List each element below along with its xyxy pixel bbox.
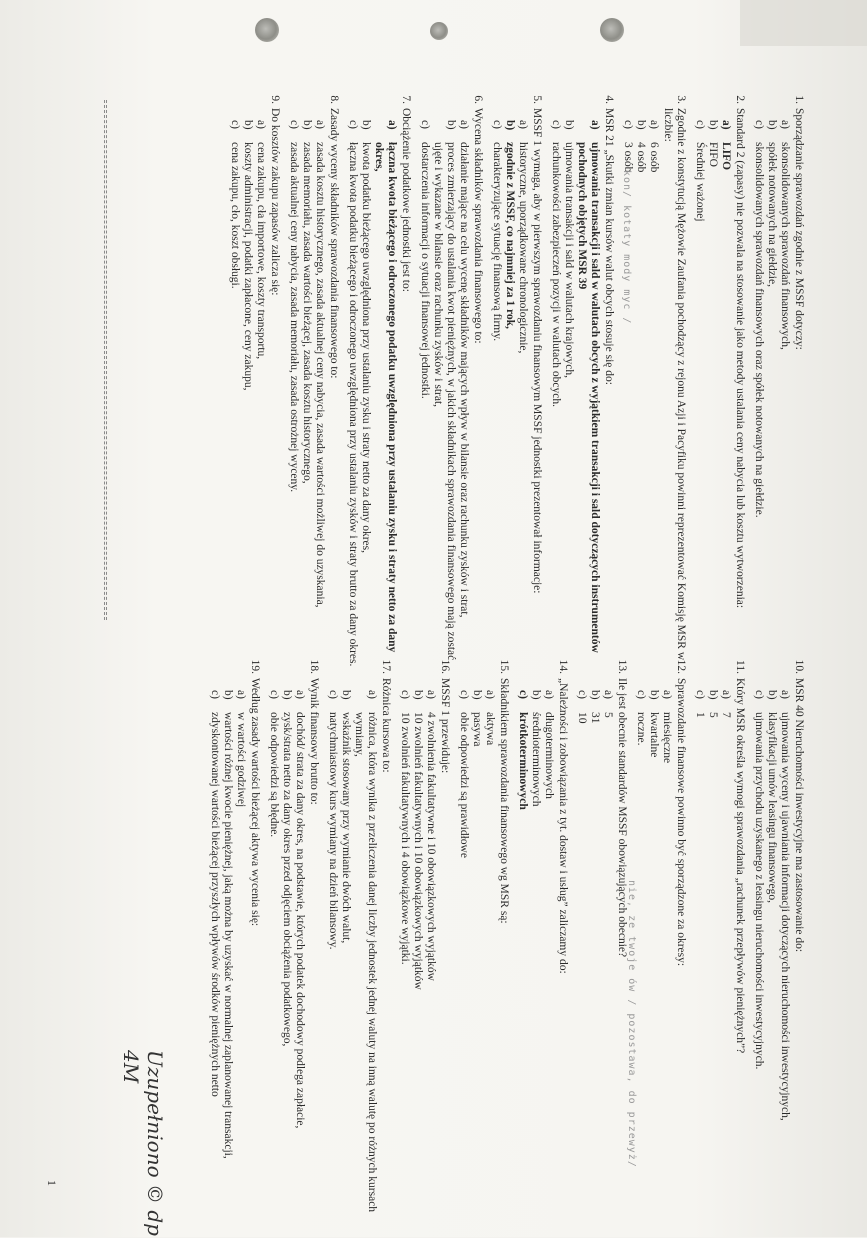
option-letter: b) <box>360 120 372 130</box>
option-letter: c) <box>209 690 221 699</box>
question <box>549 95 615 668</box>
question <box>516 659 569 1238</box>
question-number: 5. <box>531 95 543 104</box>
question-text: MSR 21 „Skutki zmian kursów walut obcych stosuje się do: <box>603 108 615 385</box>
answer-option <box>457 690 470 1238</box>
option-text: różnica, która wynika z przeliczenia danej liczby jednostek jednej waluty na inną walutę po różnych kursach wymiany, <box>353 712 378 1213</box>
option-letter: c) <box>327 690 339 699</box>
answer-options <box>418 120 470 668</box>
option-letter: b) <box>471 690 483 700</box>
option-letter: c) <box>458 690 470 699</box>
answer-option <box>411 690 424 1238</box>
question <box>575 659 628 1238</box>
answer-option <box>372 120 398 668</box>
option-text: obie odpowiedzi są błędne. <box>268 712 280 838</box>
option-text: pasywa <box>471 712 483 747</box>
option-letter: a) <box>255 120 267 129</box>
answer-option <box>326 690 339 1238</box>
answer-options <box>457 690 496 1238</box>
option-text: 5 <box>707 712 719 718</box>
option-text: kwartalne <box>648 712 660 758</box>
option-letter: b) <box>766 690 778 700</box>
option-text: zasada memoriału, zasada wartości bieżącej, zasada kosztu historycznego, <box>301 142 313 484</box>
answer-option <box>313 120 326 668</box>
option-text: ujmowania transakcji i sald w walutach obcych z wyjątkiem transakcji i sald dotyczących instrumentów pochodnych objętych MSR 39 <box>576 142 601 653</box>
option-letter: b) <box>504 120 516 131</box>
option-text: zasada aktualnej ceny nabycia, zasada memoriału, zasada ostrożnej wyceny. <box>288 142 300 493</box>
questions-column-right <box>202 659 805 1238</box>
tear-line <box>106 100 107 620</box>
option-text: dostarczenia informacji o sytuacji finansowej jednostki. <box>419 142 431 399</box>
option-letter: c) <box>576 690 588 699</box>
answer-option <box>424 690 437 1238</box>
option-text: 5 <box>602 712 614 718</box>
question-text: Wynik finansowy brutto to: <box>308 678 320 805</box>
option-letter: a) <box>543 690 555 699</box>
option-text: krótkoterminowych <box>517 712 529 810</box>
option-letter: b) <box>635 120 647 130</box>
option-letter: b) <box>445 120 457 130</box>
answer-option <box>208 690 221 1238</box>
question-text: Według zasady wartości bieżącej aktywa wycenia się: <box>249 678 261 927</box>
option-letter: c) <box>694 690 706 699</box>
question-text: MSSF 1 przewiduje: <box>439 678 451 774</box>
option-text: ujmowania wyceny i ujawniania informacji dotyczących nieruchomości inwestycyjnych, <box>779 712 791 1121</box>
option-letter: c) <box>753 120 765 129</box>
option-text: łączna kwota bieżącego i odroczonego podatku uwzględniona przy ustalaniu zysku i straty netto za dany okres, <box>373 142 398 653</box>
answer-option <box>516 690 529 1238</box>
option-text: zdyskontowanej wartości bieżącej przyszłych wpływów środków pieniężnych netto <box>209 712 221 1097</box>
answer-option <box>634 120 647 668</box>
option-letter: a) <box>517 120 529 129</box>
answer-option <box>300 120 313 668</box>
option-letter: a) <box>294 690 306 699</box>
option-letter: a) <box>720 690 732 699</box>
option-letter: b) <box>530 690 542 700</box>
answer-option <box>752 690 765 1238</box>
option-letter: b) <box>242 120 254 130</box>
question-number: 9. <box>269 95 281 104</box>
option-letter: c) <box>229 120 241 129</box>
answer-option <box>470 690 483 1238</box>
answer-options <box>228 120 267 668</box>
option-letter: c) <box>419 120 431 129</box>
option-letter: b) <box>412 690 424 700</box>
option-text: 31 <box>589 712 601 724</box>
answer-option <box>601 690 614 1238</box>
option-letter: a) <box>602 690 614 699</box>
answer-option <box>221 690 234 1238</box>
faint-overlay-text: kon/ kotaty mody myc / <box>621 170 632 325</box>
option-letter: c) <box>399 690 411 699</box>
option-letter: c) <box>694 120 706 129</box>
answer-option <box>280 690 293 1238</box>
answer-option <box>418 120 431 668</box>
option-text: FIFO <box>707 142 719 167</box>
option-letter: c) <box>268 690 280 699</box>
option-text: 1 <box>694 712 706 718</box>
option-text: dochód/ strata za dany okres, na podstawie, których podatek dochodowy podlega zapłacie, <box>294 712 306 1129</box>
option-text: 6 osób <box>648 142 660 173</box>
option-letter: a) <box>779 690 791 699</box>
answer-option <box>352 690 378 1238</box>
answer-option <box>660 690 673 1238</box>
option-letter: a) <box>314 120 326 129</box>
answer-option <box>431 120 457 668</box>
question-text: „Należności i zobowiązania z tyt. dostaw i usług” zaliczamy do: <box>557 678 569 974</box>
option-text: aktywa <box>484 712 496 746</box>
answer-option <box>483 690 496 1238</box>
answer-option <box>575 690 588 1238</box>
option-text: średnioterminowych <box>530 712 542 807</box>
option-letter: c) <box>517 690 529 699</box>
answer-options <box>398 690 437 1238</box>
questions-column-left <box>222 95 805 668</box>
question-text: Ile jest obecnie standardów MSSF obowiązujących obecnie? <box>616 678 628 958</box>
answer-options <box>346 120 398 668</box>
answer-option <box>693 120 706 668</box>
question-number: 11. <box>734 660 746 674</box>
question-text: Różnica kursowa to: <box>380 678 392 773</box>
option-text: 10 zwolnień fakultatywnych i 4 obowiązkowe wyjątki. <box>399 712 411 965</box>
option-letter: a) <box>648 120 660 129</box>
question-number: 3. <box>675 95 687 104</box>
answer-option <box>241 120 254 668</box>
question-number: 13. <box>616 659 628 674</box>
option-letter: a) <box>386 120 398 130</box>
option-letter: a) <box>425 690 437 699</box>
option-text: obie odpowiedzi są prawidłowe <box>458 712 470 858</box>
question-number: 14. <box>557 659 569 674</box>
question-number: 12. <box>675 659 687 674</box>
question <box>287 95 340 668</box>
question-text: MSR 40 Nieruchomości inwestycyjne ma zastosowanie do: <box>793 678 805 953</box>
page-number: 1 <box>45 1180 59 1186</box>
question <box>693 95 746 668</box>
answer-option <box>234 690 247 1238</box>
answer-options <box>752 690 791 1238</box>
answer-option <box>359 120 372 668</box>
question <box>457 659 510 1238</box>
option-text: natychmiastowy kurs wymiany na dzień bilansowy. <box>327 712 339 950</box>
option-letter: b) <box>281 690 293 700</box>
option-text: charakteryzujące sytuację finansową firmy. <box>491 142 503 342</box>
option-text: długoterminowych <box>543 712 555 799</box>
option-letter: c) <box>622 120 634 129</box>
option-text: skonsolidowanych sprawozdań finansowych, <box>779 142 791 350</box>
option-text: 4 osób <box>635 142 647 173</box>
option-text: miesięczne <box>661 712 673 764</box>
question-number: 16. <box>439 659 451 674</box>
option-text: rachunkowości zabezpieczeń pozycji w walutach obcych. <box>550 142 562 408</box>
option-text: zgodnie z MSSF, co najmniej za 1 rok, <box>504 142 516 329</box>
option-text: skonsolidowanych sprawozdań finansowych oraz spółek notowanych na giełdzie. <box>753 142 765 518</box>
answer-option <box>765 120 778 668</box>
question <box>398 659 451 1238</box>
question-number: 6. <box>472 95 484 104</box>
question-text: Zasady wyceny składników sprawozdania finansowego to: <box>328 108 340 379</box>
option-text: wskaźnik stosowany przy wymianie dwóch walut, <box>340 712 352 944</box>
handwritten-note: Uzupełniono © dp 4M <box>119 1050 167 1236</box>
option-letter: a) <box>589 120 601 130</box>
option-text: Średniej ważonej <box>694 142 706 222</box>
option-text: łączna kwota podatku bieżącego i odroczonego uwzględniona przy ustalaniu zysków i straty brutto za dany okres. <box>347 142 359 667</box>
option-letter: c) <box>347 120 359 129</box>
answer-option <box>778 120 791 668</box>
question-text: Zgodnie z konstytucją Mężowie Zaufania pochodzący z rejonu Azji i Pacyfiku powinni reprezentować Komisję MSR w liczbie: <box>662 108 687 661</box>
option-text: cena zakupu, cła importowe, koszty transportu, <box>255 142 267 360</box>
option-letter: c) <box>635 690 647 699</box>
answer-options <box>693 690 732 1238</box>
option-text: 4 zwolnienia fakultatywne i 10 obowiązkowych wyjątków <box>425 712 437 981</box>
answer-options <box>634 690 673 1238</box>
question-text: Wycena składników sprawozdania finansowego to: <box>472 108 484 344</box>
option-letter: b) <box>340 690 352 700</box>
answer-option <box>647 120 660 668</box>
option-text: 7 <box>720 712 732 718</box>
option-text: 3 osób <box>622 142 634 173</box>
answer-option <box>647 690 660 1238</box>
question-text: Który MSR określa wymogi sprawozdania „rachunek przepływów pieniężnych”? <box>734 678 746 1054</box>
option-letter: a) <box>484 690 496 699</box>
option-letter: c) <box>753 690 765 699</box>
question-text: Składnikiem sprawozdania finansowego wg MSR są: <box>498 678 510 924</box>
answer-options <box>326 690 378 1238</box>
option-letter: a) <box>720 120 732 130</box>
question-number: 18. <box>308 659 320 674</box>
option-text: koszty administracji, podatki zapłacone, ceny zakupu, <box>242 142 254 391</box>
answer-options <box>490 120 529 668</box>
option-letter: b) <box>563 120 575 130</box>
answer-options <box>549 120 601 668</box>
question <box>752 95 805 668</box>
option-text: cena zakupu, cło, koszt obsługi. <box>229 142 241 289</box>
question-text: Do kosztów zakupu zapasów zalicza się: <box>269 108 281 296</box>
question-text: Standard 2 (zapasy) nie pozwala na stosowanie jako metody ustalania ceny nabycia lub kosztu wytworzenia: <box>734 108 746 609</box>
option-text: działanie mające na celu wycenę składników mających wpływ w bilansie oraz rachunku zysków i strat, <box>458 142 470 618</box>
option-text: kwota podatku bieżącego uwzględniona przy ustalaniu zysku i straty netto za dany okres, <box>360 142 372 553</box>
answer-option <box>588 690 601 1238</box>
option-letter: b) <box>766 120 778 130</box>
option-letter: a) <box>779 120 791 129</box>
option-text: 10 <box>576 712 588 724</box>
option-text: proces zmierzający do ustalania kwot pieniężnych, w jakich składnikach sprawozdania finansowego mają zostać ujęte i wykazane w bilansie oraz rachunku zysków i strat, <box>432 142 457 661</box>
question <box>752 659 805 1238</box>
option-letter: b) <box>222 690 234 700</box>
answer-option <box>398 690 411 1238</box>
question-number: 4. <box>603 95 615 104</box>
answer-option <box>719 120 732 668</box>
option-letter: b) <box>707 120 719 130</box>
answer-option <box>549 120 562 668</box>
question-number: 2. <box>734 95 746 104</box>
answer-option <box>490 120 503 668</box>
answer-options <box>267 690 306 1238</box>
answer-option <box>542 690 555 1238</box>
answer-options <box>208 690 247 1238</box>
option-text: zysk/strata netto za dany okres przed odjęciem obciążenia podatkowego, <box>281 712 293 1047</box>
question-number: 8. <box>328 95 340 104</box>
option-letter: b) <box>301 120 313 130</box>
option-text: w wartości godziwej <box>235 712 247 808</box>
answer-options <box>287 120 326 668</box>
option-text: roczne. <box>635 712 647 746</box>
answer-option <box>339 690 352 1238</box>
answer-options <box>752 120 791 668</box>
answer-option <box>778 690 791 1238</box>
question-number: 1. <box>793 95 805 104</box>
answer-option <box>529 690 542 1238</box>
question <box>267 659 320 1238</box>
answer-option <box>267 690 280 1238</box>
option-letter: a) <box>661 690 673 699</box>
option-text: LIFO <box>720 142 732 171</box>
question <box>346 95 412 668</box>
question <box>418 95 484 668</box>
answer-option <box>706 120 719 668</box>
answer-option <box>287 120 300 668</box>
answer-option <box>752 120 765 668</box>
option-letter: a) <box>458 120 470 129</box>
answer-option <box>293 690 306 1238</box>
option-text: 10 zwolnień fakultatywnych i 10 obowiązkowych wyjątków <box>412 712 424 990</box>
question-text: Sporządzanie sprawozdań zgodnie z MSSF dotyczy: <box>793 108 805 350</box>
question-number: 17. <box>380 659 392 674</box>
faint-overlay-text: nie, ze twoje ów / pozostawa, do przewyż/ <box>626 880 637 1168</box>
answer-option <box>503 120 516 668</box>
option-text: zasada kosztu historycznego, zasada aktualnej ceny nabycia, zasada wartości możliwej do uzyskania, <box>314 142 326 608</box>
option-letter: c) <box>288 120 300 129</box>
answer-options <box>575 690 614 1238</box>
answer-option <box>457 120 470 668</box>
option-letter: b) <box>648 690 660 700</box>
answer-option <box>575 120 601 668</box>
option-text: klasyfikacji umów leasingu finansowego, <box>766 712 778 903</box>
option-text: ujmowania transakcji i sald w walutach krajowych, <box>563 142 575 378</box>
question-text: Sprawozdanie finansowe powinno być sporządzone za okresy: <box>675 678 687 967</box>
question-number: 10. <box>793 659 805 674</box>
question <box>326 659 392 1238</box>
option-text: wartości różnej kwocie pieniężnej, jaką można by uzyskać w normalnej zaplanowanej transakcji, <box>222 712 234 1159</box>
answer-option <box>346 120 359 668</box>
question <box>228 95 281 668</box>
answer-options <box>516 690 555 1238</box>
question <box>634 659 687 1238</box>
question <box>208 659 261 1238</box>
option-text: spółek notowanych na giełdzie, <box>766 142 778 287</box>
option-letter: c) <box>550 120 562 129</box>
option-text: ujmowania przychodu uzyskanego z leasingu nieruchomości inwestycyjnych. <box>753 712 765 1070</box>
answer-option <box>562 120 575 668</box>
option-letter: a) <box>235 690 247 699</box>
option-letter: c) <box>491 120 503 129</box>
answer-option <box>228 120 241 668</box>
question-number: 15. <box>498 659 510 674</box>
question <box>693 660 746 1238</box>
answer-option <box>765 690 778 1238</box>
tear-line <box>104 100 105 620</box>
question-number: 19. <box>249 659 261 674</box>
question <box>490 95 543 668</box>
question-text: MSSF 1 wymaga, aby w pierwszym sprawozdaniu finansowym MSSF jednostki prezentował informacje: <box>531 108 543 594</box>
answer-option <box>254 120 267 668</box>
answer-option <box>693 690 706 1238</box>
option-text: historyczne, uporządkowane chronologicznie, <box>517 142 529 354</box>
question-text: Obciążenie podatkowe jednostki jest to: <box>400 108 412 292</box>
answer-option <box>516 120 529 668</box>
question-number: 7. <box>400 95 412 104</box>
answer-options <box>693 120 732 668</box>
option-letter: b) <box>707 690 719 700</box>
option-letter: a) <box>366 690 378 699</box>
option-letter: b) <box>589 690 601 700</box>
answer-option <box>719 690 732 1238</box>
answer-option <box>706 690 719 1238</box>
